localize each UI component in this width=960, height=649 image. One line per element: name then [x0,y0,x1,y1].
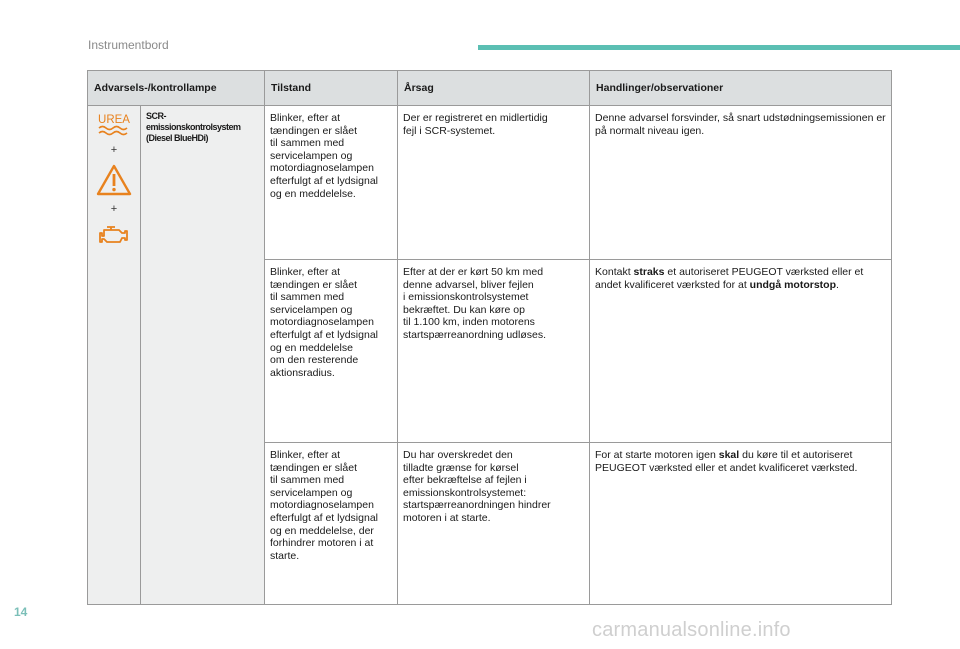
state-cell [265,443,398,605]
state-cell [265,106,398,260]
page-number: 14 [14,605,28,619]
lamp-name-cell [141,106,265,605]
cause-text: Der er registreret en midlertidig fejl i SCR-systemet. [403,112,548,137]
state-text: Blinker, efter at tændingen er slået til sammen med servicelampen og motordiagnoselampen efterfulgt af et lydsignal og en meddelelse, der forhindrer motoren i at starte. [270,449,378,562]
state-cell [265,260,398,443]
warning-triangle-icon [95,163,133,197]
plus-sign: + [110,202,118,215]
action-text: For at starte motoren igen skal du køre til et autoriseret PEUGEOT værksted eller et andet kvalificeret værksted. [595,449,858,474]
lamp-icons-cell [88,106,141,605]
cause-cell [398,106,590,260]
lamp-name: SCR-emissionskontrolsystem (Diesel BlueHDi) [146,111,241,143]
cause-cell [398,443,590,605]
cause-cell [398,260,590,443]
section-title: Instrumentbord [88,38,169,52]
action-text: Kontakt straks et autoriseret PEUGEOT værksted eller et andet kvalificeret værksted for at undgå motorstop. [595,266,864,291]
cause-text: Du har overskredet den tilladte grænse for kørsel efter bekræftelse af fejlen i emissionskontrolsystemet: startspærreanordningen hindrer motoren i at starte. [403,449,551,524]
table-row [88,106,892,260]
watermark: carmanualsonline.info [592,619,791,641]
action-cell [590,443,892,605]
warning-lamp-table [87,70,892,605]
plus-sign: + [110,144,118,156]
engine-icon [98,221,130,247]
table-header-row [88,71,892,106]
column-header-action: Handlinger/observationer [590,71,892,106]
state-text: Blinker, efter at tændingen er slået til sammen med servicelampen og motordiagnoselampen efterfulgt af et lydsignal og en meddelelse om den resterende aktionsradius. [270,266,378,379]
column-header-lamp: Advarsels-/kontrollampe [88,71,265,106]
svg-text:UREA: UREA [98,114,130,126]
urea-icon [94,112,134,138]
cause-text: Efter at der er kørt 50 km med denne advarsel, bliver fejlen i emissionskontrolsystemet bekræftet. Du kan køre op til 1.100 km, inden motorens startspærreanordning udløses. [403,266,547,341]
action-text: Denne advarsel forsvinder, så snart udstødningsemissionen er på normalt niveau igen. [595,112,886,137]
state-text: Blinker, efter at tændingen er slået til sammen med servicelampen og motordiagnoselampen efterfulgt af et lydsignal og en meddelelse. [270,112,378,200]
action-cell [590,106,892,260]
column-header-cause: Årsag [398,71,590,106]
action-cell [590,260,892,443]
column-header-state: Tilstand [265,71,398,106]
section-header-bar [478,45,960,50]
